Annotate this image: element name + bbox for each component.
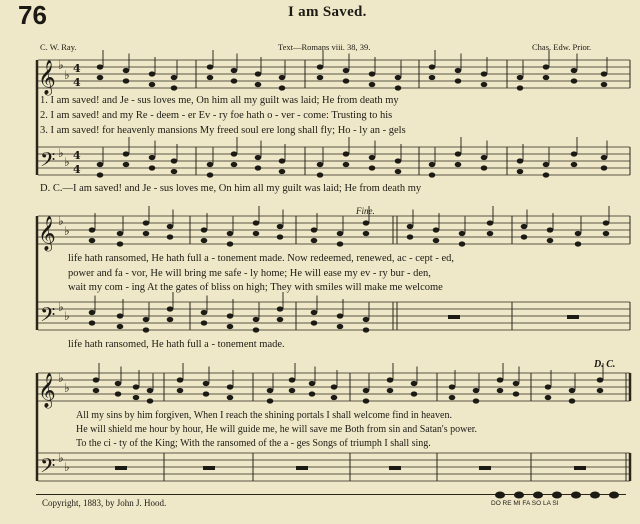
note-head	[279, 85, 286, 90]
note-head	[337, 231, 344, 236]
note-head	[571, 78, 578, 83]
fine-marking: Fine.	[356, 206, 375, 216]
note-head	[143, 231, 150, 236]
note-head	[331, 384, 338, 389]
note-head	[517, 85, 524, 90]
svg-text:♭: ♭	[64, 224, 70, 238]
svg-text:♭: ♭	[64, 381, 70, 395]
svg-text:♭: ♭	[64, 155, 70, 169]
svg-text:♭: ♭	[58, 371, 64, 385]
note-head	[255, 155, 262, 160]
note-head	[171, 169, 178, 174]
lyric-s3-verse-2: He will shield me hour by hour, He will guide me, he will save me Both from sin and Satan's power.	[76, 424, 478, 435]
lyric-s1-verse-3: 3. I am saved! for heavenly mansions My freed soul ere long shall fly; Ho - ly an - gels	[40, 125, 406, 136]
note-head	[201, 238, 208, 243]
note-head	[149, 155, 156, 160]
note-head	[363, 231, 370, 236]
note-head	[543, 64, 550, 69]
note-head	[89, 238, 96, 243]
note-head	[343, 78, 350, 83]
note-head	[517, 158, 524, 163]
note-head	[395, 169, 402, 174]
note-head	[227, 384, 234, 389]
note-head	[227, 395, 234, 400]
note-head	[575, 231, 582, 236]
note-head	[407, 224, 414, 229]
shape-note-legend-icon	[494, 490, 629, 500]
note-head	[89, 310, 96, 315]
note-head	[123, 151, 130, 156]
note-head	[227, 241, 234, 246]
note-head	[167, 317, 174, 322]
note-head	[311, 238, 318, 243]
note-head	[387, 388, 394, 393]
note-head	[253, 231, 260, 236]
note-head	[337, 313, 344, 318]
note-head	[123, 68, 130, 73]
note-head	[267, 398, 274, 403]
note-head	[277, 317, 284, 322]
lyric-s1-bass-dc: D. C.—I am saved! and Je - sus loves me, On him all my guilt was laid; He from death my	[40, 183, 422, 194]
note-head	[207, 162, 214, 167]
scripture-reference: Text—Romans viii. 38, 39.	[278, 42, 371, 52]
note-head	[433, 238, 440, 243]
note-head	[143, 327, 150, 332]
note-head	[201, 310, 208, 315]
note-head	[309, 381, 316, 386]
note-head	[117, 324, 124, 329]
svg-text:♭: ♭	[58, 58, 64, 72]
note-head	[143, 220, 150, 225]
note-head	[343, 151, 350, 156]
dc-marking: D. C.	[594, 359, 616, 370]
note-head	[279, 169, 286, 174]
bass-staff-system-2	[38, 302, 630, 330]
note-head	[575, 241, 582, 246]
note-head	[363, 388, 370, 393]
note-head	[601, 82, 608, 87]
note-head	[363, 327, 370, 332]
note-head	[369, 165, 376, 170]
note-head	[317, 75, 324, 80]
note-head	[571, 68, 578, 73]
hymn-number: 76	[18, 0, 47, 30]
note-head	[601, 71, 608, 76]
hymn-title: I am Saved.	[288, 4, 367, 20]
note-head	[117, 313, 124, 318]
note-head	[337, 324, 344, 329]
svg-text:♭: ♭	[64, 460, 70, 474]
note-head	[487, 220, 494, 225]
svg-text:4: 4	[73, 62, 81, 75]
note-head	[149, 165, 156, 170]
note-head	[481, 165, 488, 170]
note-head	[89, 227, 96, 232]
note-head	[449, 395, 456, 400]
note-head	[429, 75, 436, 80]
note-head	[177, 388, 184, 393]
note-head	[429, 162, 436, 167]
note-head	[473, 398, 480, 403]
note-head	[363, 398, 370, 403]
note-head	[317, 172, 324, 177]
note-head	[521, 234, 528, 239]
lyric-s3-verse-3: To the ci - ty of the King; With the ransomed of the a - ges Songs of triumph I shall sing.	[76, 438, 431, 449]
note-head	[231, 151, 238, 156]
note-head	[473, 388, 480, 393]
lyric-s2-verse-1: life hath ransomed, He hath full a - tonement made. Now redeemed, renewed, ac - cept - ed,	[68, 253, 455, 264]
note-head	[253, 317, 260, 322]
lyric-s3-verse-1: All my sins by him forgiven, When I reach the shining portals I shall welcome find in heaven.	[76, 410, 452, 421]
svg-text:𝄢: 𝄢	[40, 148, 56, 176]
svg-text:♭: ♭	[64, 68, 70, 82]
note-head	[203, 381, 210, 386]
note-head	[601, 155, 608, 160]
note-head	[411, 391, 418, 396]
note-head	[569, 388, 576, 393]
note-head	[97, 64, 104, 69]
note-head	[521, 224, 528, 229]
svg-text:4: 4	[73, 76, 81, 89]
note-head	[317, 162, 324, 167]
note-head	[89, 320, 96, 325]
note-head	[407, 234, 414, 239]
treble-staff-system-1	[38, 60, 630, 88]
note-head	[411, 381, 418, 386]
note-head	[363, 220, 370, 225]
lyric-s2-verse-3: wait my com - ing At the gates of bliss on high; They with smiles will make me welcome	[68, 282, 443, 293]
note-head	[311, 227, 318, 232]
lyric-s1-verse-2: 2. I am saved! and my Re - deem - er Ev - ry foe hath o - ver - come: Trusting to his	[40, 110, 393, 121]
composer-credit: Chas. Edw. Prior.	[532, 42, 592, 52]
note-head	[543, 172, 550, 177]
note-head	[133, 384, 140, 389]
note-head	[97, 172, 104, 177]
note-head	[481, 155, 488, 160]
note-head	[277, 224, 284, 229]
author-credit: C. W. Ray.	[40, 42, 77, 52]
note-head	[459, 241, 466, 246]
note-head	[255, 165, 262, 170]
note-head	[343, 162, 350, 167]
note-head	[449, 384, 456, 389]
note-head	[455, 162, 462, 167]
note-head	[277, 234, 284, 239]
note-head	[255, 71, 262, 76]
note-head	[481, 82, 488, 87]
svg-text:𝄞: 𝄞	[38, 373, 56, 408]
note-head	[201, 227, 208, 232]
note-head	[207, 172, 214, 177]
note-head	[597, 377, 604, 382]
note-head	[117, 231, 124, 236]
note-head	[147, 388, 154, 393]
note-head	[177, 377, 184, 382]
note-head	[227, 324, 234, 329]
note-head	[317, 64, 324, 69]
note-head	[253, 327, 260, 332]
note-head	[363, 317, 370, 322]
note-head	[547, 227, 554, 232]
note-head	[207, 64, 214, 69]
svg-text:4: 4	[73, 149, 81, 162]
note-head	[147, 398, 154, 403]
note-head	[279, 75, 286, 80]
svg-text:♭: ♭	[58, 300, 64, 314]
note-head	[433, 227, 440, 232]
note-head	[497, 377, 504, 382]
note-head	[231, 162, 238, 167]
svg-text:4: 4	[73, 163, 81, 176]
note-head	[201, 320, 208, 325]
note-head	[545, 395, 552, 400]
note-head	[429, 64, 436, 69]
treble-staff-system-2	[38, 216, 630, 244]
note-head	[513, 391, 520, 396]
svg-text:𝄢: 𝄢	[40, 303, 56, 331]
note-head	[267, 388, 274, 393]
bass-staff-system-1	[38, 147, 630, 175]
svg-text:♭: ♭	[58, 451, 64, 465]
note-head	[603, 231, 610, 236]
note-head	[603, 220, 610, 225]
note-head	[171, 75, 178, 80]
note-head	[547, 238, 554, 243]
note-head	[167, 306, 174, 311]
note-head	[123, 162, 130, 167]
note-head	[597, 388, 604, 393]
copyright-notice: Copyright, 1883, by John J. Hood.	[42, 498, 167, 508]
note-head	[395, 158, 402, 163]
note-head	[231, 68, 238, 73]
note-head	[227, 313, 234, 318]
note-head	[569, 398, 576, 403]
note-head	[455, 68, 462, 73]
solfa-legend: DO RE MI FA SO LA SI	[491, 500, 559, 507]
note-head	[167, 234, 174, 239]
svg-text:♭: ♭	[58, 214, 64, 228]
note-head	[571, 151, 578, 156]
note-head	[601, 165, 608, 170]
note-head	[331, 395, 338, 400]
note-head	[387, 377, 394, 382]
note-head	[311, 310, 318, 315]
note-head	[93, 388, 100, 393]
note-head	[133, 395, 140, 400]
svg-text:♭: ♭	[64, 309, 70, 323]
svg-text:𝄢: 𝄢	[40, 454, 56, 482]
note-head	[487, 231, 494, 236]
note-head	[171, 158, 178, 163]
note-head	[455, 151, 462, 156]
note-head	[311, 320, 318, 325]
note-head	[289, 377, 296, 382]
note-head	[543, 162, 550, 167]
svg-text:𝄞: 𝄞	[38, 60, 56, 95]
note-head	[395, 85, 402, 90]
note-head	[517, 169, 524, 174]
note-head	[149, 82, 156, 87]
note-head	[309, 391, 316, 396]
lyric-s2-verse-2: power and fa - vor, He will bring me safe - ly home; He will ease my ev - ry bur - den,	[68, 268, 431, 279]
note-head	[571, 162, 578, 167]
note-head	[369, 71, 376, 76]
note-head	[513, 381, 520, 386]
note-head	[97, 75, 104, 80]
note-head	[369, 155, 376, 160]
note-head	[543, 75, 550, 80]
note-head	[481, 71, 488, 76]
note-head	[343, 68, 350, 73]
note-head	[545, 384, 552, 389]
note-head	[289, 388, 296, 393]
note-head	[395, 75, 402, 80]
note-head	[93, 377, 100, 382]
note-head	[117, 241, 124, 246]
note-head	[143, 317, 150, 322]
clefs	[38, 60, 56, 482]
note-head	[279, 158, 286, 163]
note-head	[231, 78, 238, 83]
note-head	[115, 391, 122, 396]
note-head	[149, 71, 156, 76]
note-head	[123, 78, 130, 83]
note-head	[517, 75, 524, 80]
note-head	[203, 391, 210, 396]
note-head	[207, 75, 214, 80]
note-head	[455, 78, 462, 83]
svg-text:𝄞: 𝄞	[38, 216, 56, 251]
note-head	[337, 241, 344, 246]
note-head	[253, 220, 260, 225]
lyric-s1-verse-1: 1. I am saved! and Je - sus loves me, On him all my guilt was laid; He from death my	[40, 95, 399, 106]
lyric-s2-bass: life hath ransomed, He hath full a - tonement made.	[68, 339, 285, 350]
note-head	[459, 231, 466, 236]
note-head	[497, 388, 504, 393]
note-head	[167, 224, 174, 229]
note-head	[97, 162, 104, 167]
note-head	[227, 231, 234, 236]
note-head	[115, 381, 122, 386]
svg-text:♭: ♭	[58, 146, 64, 160]
note-head	[429, 172, 436, 177]
note-head	[171, 85, 178, 90]
note-head	[369, 82, 376, 87]
note-head	[277, 306, 284, 311]
note-head	[255, 82, 262, 87]
